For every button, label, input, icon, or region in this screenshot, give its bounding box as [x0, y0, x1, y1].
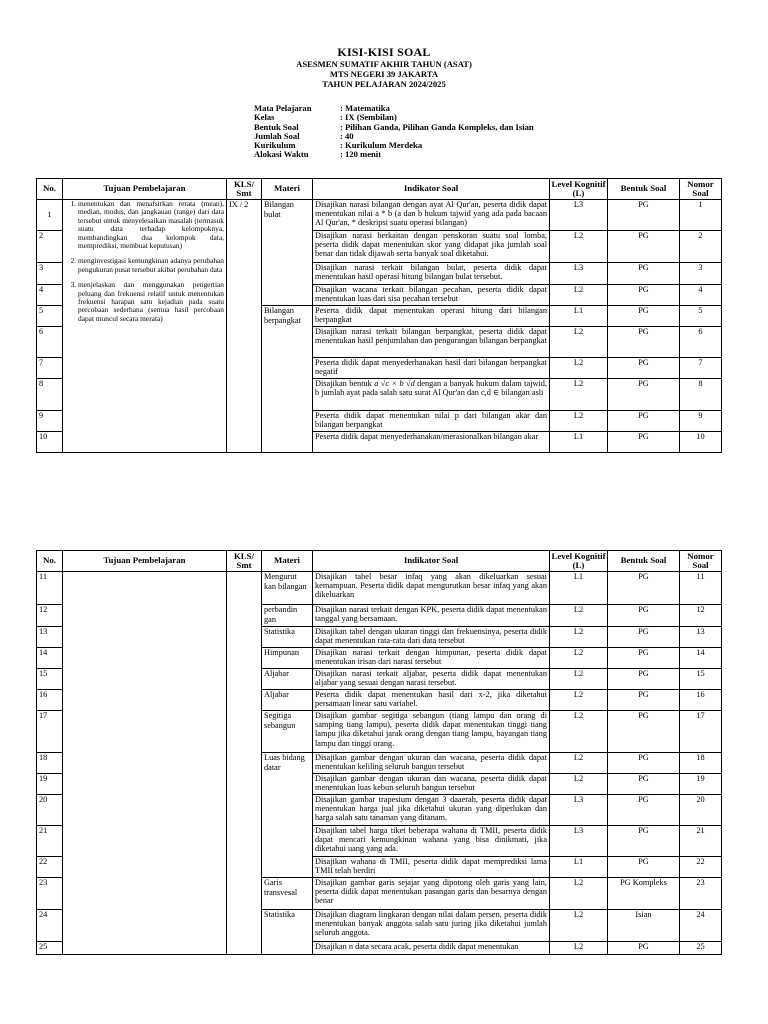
level-cell: L2 [550, 910, 608, 942]
radical-expression: a √c × b √d [374, 379, 415, 388]
indikator-cell: Disajikan wacana terkait bilangan pecahan, peserta didik dapat menentukan luas dari sisa pecahan tersebut [313, 285, 550, 306]
row-number: 1 [37, 200, 63, 231]
tujuan-list [65, 200, 224, 323]
level-cell: L2 [550, 774, 608, 795]
table-row [37, 200, 722, 231]
level-cell: L2 [550, 690, 608, 711]
indikator-cell: Disajikan narasi terkait dengan himpunan, peserta didik dapat menentukan irisan dari narasi tersebut [313, 648, 550, 669]
exam-info [254, 104, 534, 160]
row-number: 2 [37, 231, 63, 263]
row-number: 23 [37, 878, 63, 910]
column-header-nomor: Nomor Soal [680, 551, 722, 572]
bentuk-cell: PG [608, 432, 680, 453]
indikator-text-pre: Disajikan bentuk [315, 379, 372, 388]
indikator-cell: Peserta didik dapat menentukan nilai p dari bilangan akar dan bilangan berpangkat [313, 411, 550, 432]
nomor-cell: 3 [680, 263, 722, 285]
nomor-cell: 19 [680, 774, 722, 795]
materi-cell: Statistika [262, 627, 313, 648]
bentuk-cell: PG [608, 857, 680, 878]
document-title: KISI-KISI SOAL [337, 45, 431, 59]
nomor-cell: 22 [680, 857, 722, 878]
indikator-text-post: dengan a banyak hukum dalam tajwid, b jumlah ayat pada salah satu surat Al Qur'an dan c,d ∈ bilangan asli [315, 379, 547, 398]
grid-table-2 [36, 550, 722, 955]
tujuan-item: 1. menentukan dan menafsirkan rerata (mean), median, modus, dan jangkauan (range) dari data tersebut untuk menyelesaikan masalah (termasuk suatu data terhadap kelompoknya, membandingkan dua kelompok data, memprediksi, membuat keputusan) [78, 200, 224, 250]
nomor-cell: 16 [680, 690, 722, 711]
bentuk-cell: PG [608, 795, 680, 826]
tujuan-item: 3. menjelaskan dan menggunakan pengertian peluang dan frekuensi relatif untuk menentukan frekuensi harapan satu kejadian pada suatu percobaan sederhana (semua hasil percobaan dapat muncul secara merata) [78, 281, 224, 323]
bentuk-cell: PG [608, 669, 680, 690]
nomor-cell: 12 [680, 605, 722, 627]
nomor-cell: 18 [680, 753, 722, 774]
academic-year: TAHUN PELAJARAN 2024/2025 [322, 79, 446, 89]
indikator-cell: Disajikan gambar dengan ukuran dan wacana, peserta didik dapat menentukan luas kebun seluruh bangun tersebut [313, 774, 550, 795]
materi-cell: Bilangan berpangkat [262, 306, 313, 453]
bentuk-cell: PG [608, 572, 680, 605]
nomor-cell: 5 [680, 306, 722, 327]
level-cell: L2 [550, 379, 608, 411]
info-value: : 40 [340, 130, 354, 141]
nomor-cell: 7 [680, 358, 722, 379]
bentuk-cell: PG [608, 627, 680, 648]
grid-table-1 [36, 178, 722, 453]
indikator-cell: Disajikan narasi terkait dengan KPK, peserta didik dapat menentukan tanggal yang bersamaan. [313, 605, 550, 627]
row-number: 17 [37, 711, 63, 753]
indikator-cell: Disajikan tabel besar infaq yang akan dikeluarkan sesuai kemampuan. Peserta didik dapat mengurutkan besar infaq yang akan dikeluarkan [313, 572, 550, 605]
bentuk-cell: PG [608, 690, 680, 711]
column-header-no: No. [37, 179, 63, 200]
materi-cell: Luas bidang datar [262, 753, 313, 878]
row-number: 3 [37, 263, 63, 285]
level-cell: L3 [550, 263, 608, 285]
nomor-cell: 25 [680, 942, 722, 955]
nomor-cell: 9 [680, 411, 722, 432]
bentuk-cell: PG [608, 942, 680, 955]
row-number: 11 [37, 572, 63, 605]
row-number: 21 [37, 826, 63, 857]
column-header-materi: Materi [262, 551, 313, 572]
kls-smt-cell: IX / 2 [227, 200, 262, 453]
info-value: : Pilihan Ganda, Pilihan Ganda Kompleks, dan Isian [340, 121, 534, 132]
info-label: Kurikulum [254, 140, 296, 151]
row-number: 20 [37, 795, 63, 826]
row-number: 6 [37, 327, 63, 358]
row-number: 24 [37, 910, 63, 942]
indikator-cell: Disajikan narasi bilangan dengan ayat Al Qur'an, peserta didik dapat menentukan nilai a * b (a dan b hukum tajwid yang ada pada bacaan Al Qur'an, * deskripsi suatu operasi bilangan) [313, 200, 550, 231]
bentuk-cell: PG [608, 379, 680, 411]
indikator-cell: Disajikan tabel harga tiket beberapa wahana di TMII, peserta didik dapat mencari kemungkinan wahana yang bisa dinikmati, jika diketahui uang yang ada. [313, 826, 550, 857]
bentuk-cell: PG [608, 605, 680, 627]
column-header-kls: KLS/ Smt [227, 179, 262, 200]
bentuk-cell: Isian [608, 910, 680, 942]
column-header-kls: KLS/ Smt [227, 551, 262, 572]
nomor-cell: 17 [680, 711, 722, 753]
materi-cell: Aljabar [262, 669, 313, 690]
indikator-cell: Disajikan narasi berkaitan dengan penskoran suatu soal lomba, peserta didik dapat menentukan skor yang didapat jika jumlah soal benar dan tidak dijawab serta banyak soal diketahui. [313, 231, 550, 263]
table-header-row [37, 179, 722, 200]
nomor-cell: 23 [680, 878, 722, 910]
level-cell: L2 [550, 669, 608, 690]
nomor-cell: 14 [680, 648, 722, 669]
materi-cell: perbandin gan [262, 605, 313, 627]
info-row [254, 150, 534, 159]
row-number: 9 [37, 411, 63, 432]
nomor-cell: 1 [680, 200, 722, 231]
row-number: 13 [37, 627, 63, 648]
level-cell: L2 [550, 231, 608, 263]
indikator-cell: Disajikan wahana di TMII, peserta didik dapat memprediksi lama TMII telah berdiri [313, 857, 550, 878]
indikator-cell: Disajikan n data secara acak, peserta didik dapat menentukan [313, 942, 550, 955]
indikator-cell: Peserta didik dapat menyederhanakan/merasionalkan bilangan akar [313, 432, 550, 453]
bentuk-cell: PG [608, 306, 680, 327]
row-number: 19 [37, 774, 63, 795]
row-number: 5 [37, 306, 63, 327]
level-cell: L3 [550, 826, 608, 857]
column-header-bentuk: Bentuk Soal [608, 179, 680, 200]
materi-cell: Mengurut kan bilangan [262, 572, 313, 605]
tujuan-pembelajaran-cell [63, 200, 227, 453]
bentuk-cell: PG [608, 358, 680, 379]
bentuk-cell: PG [608, 753, 680, 774]
nomor-cell: 15 [680, 669, 722, 690]
tujuan-pembelajaran-cell [63, 572, 227, 955]
level-cell: L2 [550, 605, 608, 627]
nomor-cell: 13 [680, 627, 722, 648]
level-cell: L2 [550, 648, 608, 669]
bentuk-cell: PG [608, 411, 680, 432]
level-cell: L2 [550, 753, 608, 774]
info-value: : Matematika [340, 103, 390, 113]
indikator-cell: Disajikan narasi terkait bilangan berpangkat, peserta didik dapat menentukan hasil penjumlahan dan pengurangan bilangan berpangkat [313, 327, 550, 358]
level-cell: L1 [550, 432, 608, 453]
level-cell: L3 [550, 200, 608, 231]
info-value: : Kurikulum Merdeka [340, 140, 423, 151]
column-header-indikator: Indikator Soal [313, 551, 550, 572]
materi-cell: Segitiga sebangun [262, 711, 313, 753]
indikator-cell: Disajikan narasi terkait bilangan bulat, peserta didik dapat menentukan hasil operasi hitung bilangan bulat tersebut. [313, 263, 550, 285]
nomor-cell: 4 [680, 285, 722, 306]
info-value: : IX (Sembilan) [340, 112, 397, 123]
table-header-row [37, 551, 722, 572]
materi-cell: Garis transvesal [262, 878, 313, 910]
row-number: 25 [37, 942, 63, 955]
column-header-no: No. [37, 551, 63, 572]
bentuk-cell: PG [608, 231, 680, 263]
indikator-cell [313, 379, 550, 411]
document-subtitle: ASESMEN SUMATIF AKHIR TAHUN (ASAT) [296, 59, 472, 69]
level-cell: L2 [550, 878, 608, 910]
table-row [37, 572, 722, 605]
row-number: 8 [37, 379, 63, 411]
indikator-cell: Disajikan tabel dengan ukuran tinggi dan frekuensinya, peserta didik dapat menentukan rata-rata dari data tersebut [313, 627, 550, 648]
row-number: 18 [37, 753, 63, 774]
indikator-cell: Disajikan gambar trapesium dengan 3 daaerah, peserta didik dapat menentukan harga jual jika diketahui ukuran yang diperlukan dan harga salah satu tanaman yang ditanam. [313, 795, 550, 826]
level-cell: L1 [550, 857, 608, 878]
bentuk-cell: PG Kompleks [608, 878, 680, 910]
bentuk-cell: PG [608, 200, 680, 231]
info-label: Kelas [254, 112, 275, 123]
indikator-cell: Disajikan narasi terkait aljabar, peserta didik dapat menentukan aljabar yang sesuai dengan narasi tersebut. [313, 669, 550, 690]
kls-smt-cell [227, 572, 262, 955]
bentuk-cell: PG [608, 774, 680, 795]
bentuk-cell: PG [608, 285, 680, 306]
nomor-cell: 20 [680, 795, 722, 826]
info-label: Jumlah Soal [254, 130, 300, 141]
level-cell: L2 [550, 327, 608, 358]
nomor-cell: 21 [680, 826, 722, 857]
nomor-cell: 24 [680, 910, 722, 942]
info-label: Bentuk Soal [254, 121, 299, 132]
bentuk-cell: PG [608, 648, 680, 669]
materi-cell: Statistika [262, 910, 313, 955]
level-cell: L2 [550, 358, 608, 379]
level-cell: L2 [550, 285, 608, 306]
bentuk-cell: PG [608, 327, 680, 358]
nomor-cell: 8 [680, 379, 722, 411]
nomor-cell: 11 [680, 572, 722, 605]
bentuk-cell: PG [608, 263, 680, 285]
level-cell: L3 [550, 795, 608, 826]
column-header-bentuk: Bentuk Soal [608, 551, 680, 572]
bentuk-cell: PG [608, 826, 680, 857]
row-number: 14 [37, 648, 63, 669]
indikator-cell: Peserta didik dapat menentukan operasi hitung dari bilangan berpangkat [313, 306, 550, 327]
level-cell: L2 [550, 942, 608, 955]
indikator-cell: Peserta didik dapat menentukan hasil dari x-2, jika diketahui persamaan linear satu variabel. [313, 690, 550, 711]
indikator-cell: Disajikan gambar dengan ukuran dan wacana, peserta didik dapat menentukan keliling seluruh bangun tersebut [313, 753, 550, 774]
info-value: : 120 menit [340, 149, 382, 160]
indikator-cell: Disajikan gambar garis sejajar yang dipotong oleh garis yang lain, peserta didik dapat menentukan pasangan garis dan besarnya dengan benar [313, 878, 550, 910]
level-cell: L2 [550, 711, 608, 753]
document-header [0, 46, 768, 89]
info-label: Alokasi Waktu [254, 149, 309, 160]
bentuk-cell: PG [608, 711, 680, 753]
row-number: 16 [37, 690, 63, 711]
column-header-tujuan: Tujuan Pembelajaran [63, 179, 227, 200]
row-number: 12 [37, 605, 63, 627]
info-label: Mata Pelajaran [254, 103, 312, 113]
column-header-tujuan: Tujuan Pembelajaran [63, 551, 227, 572]
materi-cell: Aljabar [262, 690, 313, 711]
indikator-cell: Disajikan diagram lingkaran dengan nilai dalam persen, peserta didik menentukan banyak anggota salah satu juring jika diketahui jumlah seluruh anggota. [313, 910, 550, 942]
column-header-level: Level Kognitif (L) [551, 550, 606, 570]
nomor-cell: 10 [680, 432, 722, 453]
row-number: 15 [37, 669, 63, 690]
column-header-indikator: Indikator Soal [313, 179, 550, 200]
column-header-materi: Materi [262, 179, 313, 200]
nomor-cell: 6 [680, 327, 722, 358]
nomor-cell: 2 [680, 231, 722, 263]
row-number: 4 [37, 285, 63, 306]
level-cell: L1 [550, 306, 608, 327]
indikator-cell: Peserta didik dapat menyederhanakan hasil dari bilangan berpangkat negatif [313, 358, 550, 379]
level-cell: L2 [550, 627, 608, 648]
row-number: 22 [37, 857, 63, 878]
materi-cell: Himpunan [262, 648, 313, 669]
indikator-cell: Disajikan gambar segitiga sebangun (tiang lampu dan orang di samping tiang lampu), peserta didik dapat menentukan tinggi tiang lampu jika diketahui jarak orang dengan tiang lampu, bayangan tiang lampu dan tinggi orang. [313, 711, 550, 753]
row-number: 7 [37, 358, 63, 379]
materi-cell: Bilangan bulat [262, 200, 313, 306]
column-header-level: Level Kognitif (L) [551, 178, 606, 198]
row-number: 10 [37, 432, 63, 453]
tujuan-item: 2. menginvestigasi kemungkinan adanya perubahan pengukuran pusat tersebut akibat perubahan data [78, 257, 224, 274]
column-header-nomor: Nomor Soal [680, 179, 722, 200]
level-cell: L1 [550, 572, 608, 605]
level-cell: L2 [550, 411, 608, 432]
school-name: MTS NEGERI 39 JAKARTA [329, 69, 439, 79]
